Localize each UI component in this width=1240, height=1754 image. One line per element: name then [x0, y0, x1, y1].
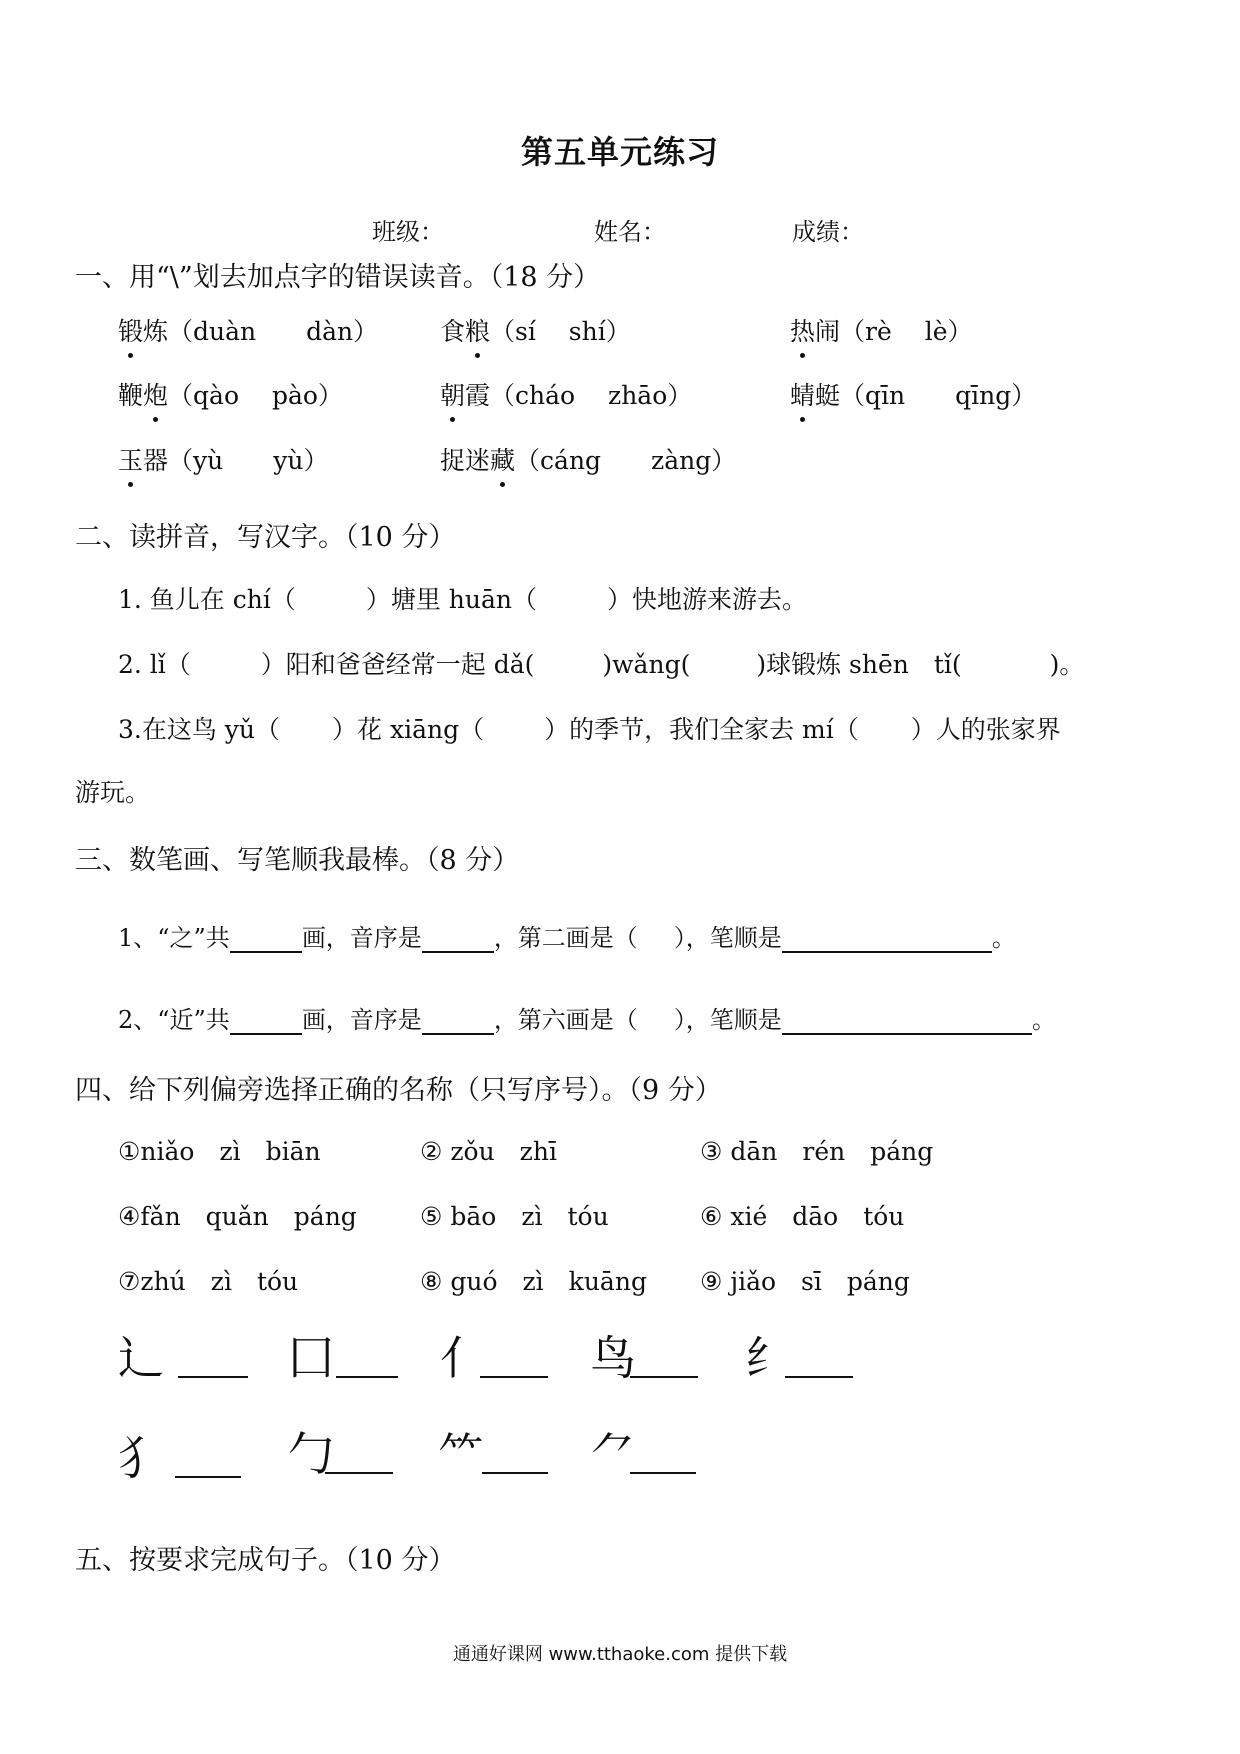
class-label: 班级：: [372, 218, 444, 246]
word-part: 闹: [815, 317, 841, 346]
word-part: 食: [440, 317, 466, 346]
radical-name-option: ④fǎn quǎn páng: [118, 1202, 357, 1231]
answer-blank[interactable]: [422, 1008, 494, 1035]
q2-part: )。: [1049, 650, 1085, 679]
pinyin-options[interactable]: （qīn qīng）: [840, 381, 1037, 410]
radical-glyph: 纟: [745, 1331, 791, 1385]
reading-item: [790, 312, 973, 348]
section-2-q2: [118, 645, 1084, 681]
reading-item: [440, 376, 692, 412]
word-part: 粮: [465, 312, 490, 348]
answer-blank[interactable]: [782, 926, 992, 953]
radical-glyph: 辶: [118, 1331, 164, 1385]
answer-line[interactable]: [630, 1472, 696, 1474]
q3-part: ）的季节，我们全家去 mí（: [544, 715, 859, 744]
answer-line[interactable]: [480, 1376, 548, 1378]
name-label: 姓名：: [594, 218, 666, 246]
q2-part: 画，音序是: [301, 1006, 422, 1034]
radical-glyph: ⺈: [590, 1427, 636, 1481]
word-part: 朝: [440, 376, 465, 412]
pinyin-options[interactable]: （cáng zàng）: [515, 446, 737, 475]
q3-part: ）花 xiāng（: [332, 715, 485, 744]
word-part: 鞭: [118, 381, 144, 410]
q2-part: 。: [1031, 1006, 1056, 1034]
q1-part: 。: [991, 924, 1016, 952]
q1-part: ），笔顺是: [673, 924, 782, 952]
radical-glyph: 勹: [288, 1427, 334, 1481]
radical-name-option: ⑧ guó zì kuāng: [420, 1267, 647, 1296]
pinyin-options[interactable]: （duàn dàn）: [168, 317, 379, 346]
section-4-heading: 四、给下列偏旁选择正确的名称（只写序号）。（9 分）: [75, 1075, 722, 1106]
answer-blank[interactable]: [782, 1008, 1032, 1035]
section-3-heading: 三、数笔画、写笔顺我最棒。（8 分）: [75, 845, 520, 876]
q2-part: 2、“近”共: [118, 1006, 230, 1034]
radical-name-option: ⑤ bāo zì tóu: [420, 1202, 609, 1231]
pinyin-options[interactable]: （qào pào）: [168, 381, 343, 410]
answer-blank[interactable]: [230, 1008, 302, 1035]
reading-item: [440, 441, 736, 477]
section-2-q3: [118, 710, 1061, 746]
reading-item: [118, 376, 343, 412]
pinyin-options[interactable]: （cháo zhāo）: [490, 381, 693, 410]
answer-line[interactable]: [175, 1476, 241, 1478]
radical-name-option: ⑨ jiǎo sī páng: [700, 1267, 910, 1296]
q1-part: ）塘里 huān（: [365, 585, 538, 614]
radical-glyph: 亻: [440, 1331, 486, 1385]
pinyin-options[interactable]: （yù yù）: [168, 446, 329, 475]
radical-glyph: 鸟: [590, 1331, 636, 1385]
answer-line[interactable]: [482, 1472, 548, 1474]
radical-name-option: ② zǒu zhī: [420, 1137, 557, 1166]
page-title: 第五单元练习: [520, 133, 719, 171]
section-3-q1: [118, 918, 1016, 953]
q1-part: 1、“之”共: [118, 924, 230, 952]
q2-part: )wǎng(: [602, 650, 691, 679]
radical-name-option: ⑦zhú zì tóu: [118, 1267, 299, 1296]
reading-item: [790, 376, 1036, 412]
answer-line[interactable]: [630, 1376, 698, 1378]
section-5-heading: 五、按要求完成句子。（10 分）: [75, 1545, 456, 1576]
section-3-q2: [118, 1000, 1056, 1035]
radical-name-option: ⑥ xié dāo tóu: [700, 1202, 905, 1231]
answer-line[interactable]: [325, 1472, 393, 1474]
q2-part: )球锻炼 shēn tǐ(: [756, 650, 962, 679]
q3-part: ）人的张家界: [910, 715, 1061, 744]
reading-item: [118, 441, 328, 477]
radical-name-option: ③ dān rén páng: [700, 1137, 934, 1166]
footer: 通通好课网 www.tthaoke.com 提供下载: [452, 1644, 788, 1665]
word-part: 蜻: [790, 376, 815, 412]
reading-item: [118, 312, 378, 348]
word-part: 捉迷: [440, 446, 491, 475]
word-part: 热: [790, 312, 815, 348]
word-part: 藏: [490, 441, 515, 477]
word-part: 炮: [143, 376, 168, 412]
section-2-q3-cont: 游玩。: [75, 778, 151, 807]
q2-part: ，第六画是（: [493, 1006, 638, 1034]
section-1-heading: 一、用“\”划去加点字的错误读音。（18 分）: [75, 262, 601, 293]
reading-item: [440, 312, 631, 348]
word-part: 锻: [118, 312, 143, 348]
radical-glyph: ⺮: [438, 1427, 484, 1481]
q1-part: ）快地游来游去。: [607, 585, 808, 614]
q3-part: 3.在这鸟 yǔ（: [118, 715, 281, 744]
q2-part: ）阳和爸爸经常一起 dǎ(: [260, 650, 535, 679]
word-part: 蜓: [815, 381, 841, 410]
answer-blank[interactable]: [422, 926, 494, 953]
radical-glyph: 囗: [288, 1331, 334, 1385]
radical-glyph: 犭: [118, 1431, 164, 1485]
answer-blank[interactable]: [230, 926, 302, 953]
q1-part: 画，音序是: [301, 924, 422, 952]
section-2-heading: 二、读拼音，写汉字。（10 分）: [75, 522, 456, 553]
radical-name-option: ①niǎo zì biān: [118, 1137, 321, 1166]
pinyin-options[interactable]: （rè lè）: [840, 317, 973, 346]
q2-part: 2. lǐ（: [118, 650, 191, 679]
section-2-q1: [118, 580, 807, 616]
answer-line[interactable]: [178, 1376, 248, 1378]
score-label: 成绩：: [792, 218, 864, 246]
q1-part: 1. 鱼儿在 chí（: [118, 585, 296, 614]
word-part: 玉: [118, 441, 143, 477]
word-part: 炼: [143, 317, 169, 346]
answer-line[interactable]: [785, 1376, 853, 1378]
pinyin-options[interactable]: （sí shí）: [490, 317, 631, 346]
q2-part: ），笔顺是: [673, 1006, 782, 1034]
word-part: 霞: [465, 381, 491, 410]
word-part: 器: [143, 446, 169, 475]
answer-line[interactable]: [336, 1376, 398, 1378]
q1-part: ，第二画是（: [493, 924, 638, 952]
